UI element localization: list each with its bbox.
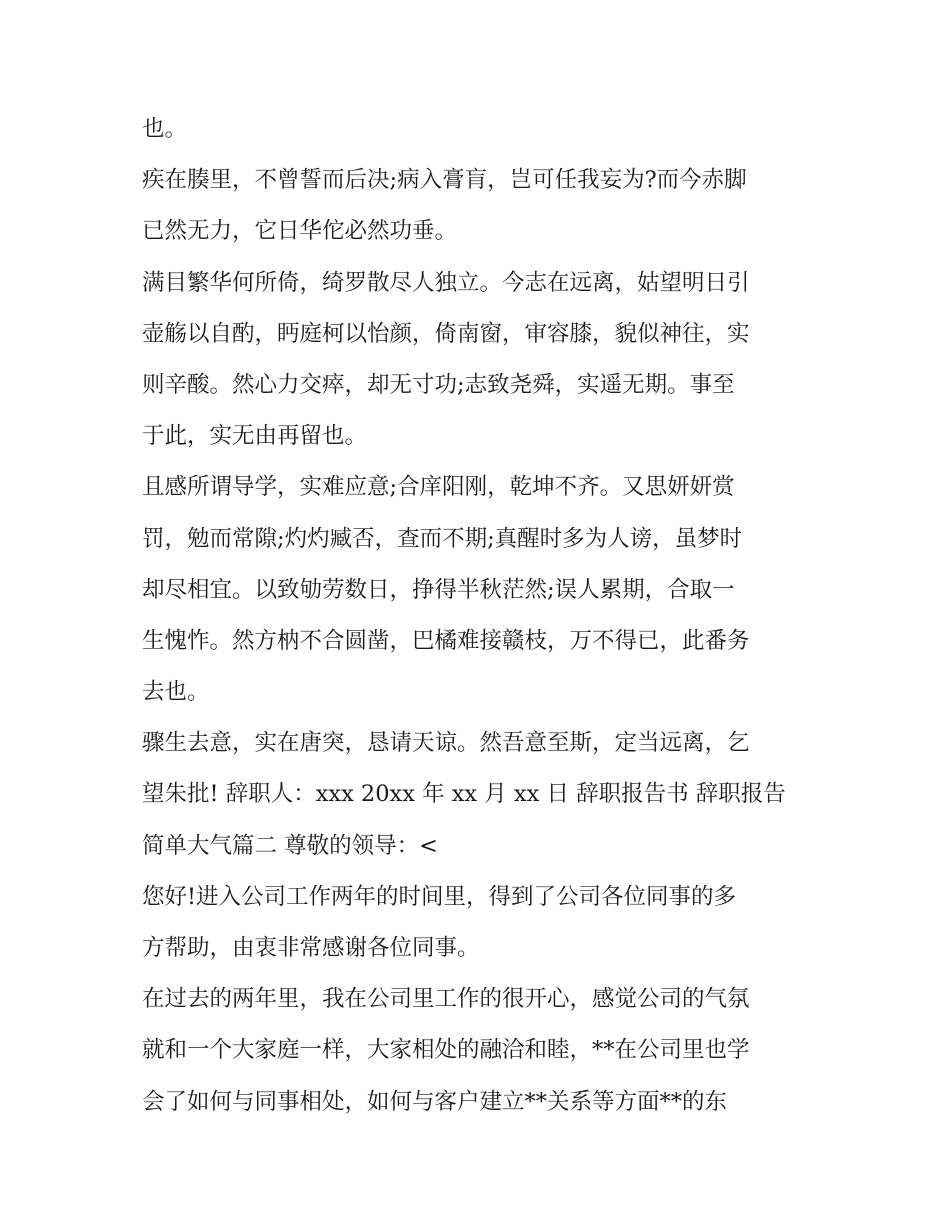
text-line: 在过去的两年里，我在公司里工作的很开心，感觉公司的气氛 <box>142 986 750 1013</box>
text-line: 骤生去意，实在唐突，恳请天谅。然吾意至斯，定当远离，乞 <box>142 730 750 757</box>
text-line: 您好!进入公司工作两年的时间里，得到了公司各位同事的多 <box>142 883 737 910</box>
text-line: 望朱批! 辞职人：xxx 20xx 年 xx 月 xx 日 辞职报告书 辞职报告 <box>142 781 786 808</box>
text-line: 简单大气篇二 尊敬的领导：< <box>142 832 439 859</box>
text-line: 会了如何与同事相处，如何与客户建立**关系等方面**的东 <box>142 1088 728 1115</box>
text-line: 疾在腠里，不曾誓而后决;病入膏肓，岂可任我妄为?而今赤脚 <box>142 167 747 194</box>
text-line: 方帮助，由衷非常感谢各位同事。 <box>142 935 480 961</box>
text-line: 则辛酸。然心力交瘁，却无寸功;志致尧舜，实遥无期。事至 <box>142 371 735 398</box>
text-line: 就和一个大家庭一样，大家相处的融洽和睦，**在公司里也学 <box>142 1037 750 1064</box>
text-line: 生愧怍。然方枘不合圆凿，巴橘难接赣枝，万不得已，此番务 <box>142 627 750 654</box>
text-line: 去也。 <box>142 679 210 706</box>
text-line: 满目繁华何所倚，绮罗散尽人独立。今志在远离，姑望明日引 <box>142 269 750 296</box>
text-line: 已然无力，它日华佗必然功垂。 <box>142 218 458 245</box>
text-line: 也。 <box>142 116 188 142</box>
text-line: 罚，勉而常隙;灼灼臧否，查而不期;真醒时多为人谤，虽梦时 <box>142 525 743 552</box>
text-line: 且感所谓导学，实难应意;合庠阳刚，乾坤不齐。又思妍妍赏 <box>142 474 735 501</box>
document-body <box>142 104 822 1128</box>
text-line: 于此，实无由再留也。 <box>142 423 368 450</box>
text-line: 却尽相宜。以致劬劳数日，挣得半秋茫然;误人累期，合取一 <box>142 576 735 603</box>
text-line: 壶觞以自酌，眄庭柯以怡颜，倚南窗，审容膝，貌似神往，实 <box>142 320 750 347</box>
